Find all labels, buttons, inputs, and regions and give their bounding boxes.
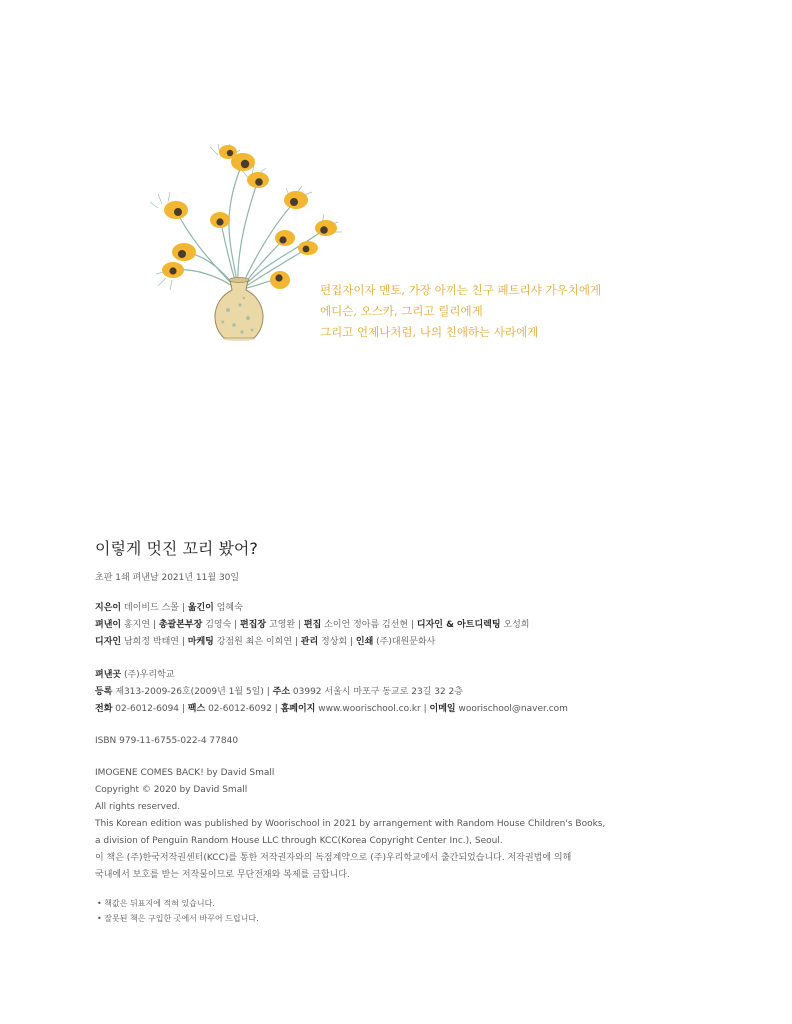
- colophon: [95, 570, 735, 926]
- credit-value: 홍지연: [123, 620, 151, 630]
- credits-row-3: 디자인 남희정 박태연 | 마케팅 강점원 최은 이희연 | 관리 정상회 | 인쇄 (주)대원문화사: [95, 637, 436, 647]
- credit-label: 디자인 & 아트디렉팅: [416, 620, 501, 630]
- phone-value: 02-6012-6094: [115, 704, 180, 714]
- company-label: 등록: [95, 687, 113, 697]
- credit-value: 정상회: [321, 637, 348, 647]
- credit-value: 김영숙: [205, 620, 232, 630]
- edition-date: 초판 1쇄 펴낸날 2021년 11월 30일: [95, 573, 240, 583]
- company-label: 주소: [272, 687, 291, 697]
- credit-label: 마케팅: [187, 637, 214, 647]
- contact-row: 전화 02-6012-6094 | 팩스 02-6012-6092 | 홈페이지 www.woorischool.co.kr | 이메일 woorischool@naver.com: [95, 704, 568, 714]
- credit-label: 옮긴이: [187, 603, 214, 613]
- credit-label: 총괄본부장: [158, 620, 203, 630]
- registration-row: 등록 제313-2009-26호(2009년 1월 5일) | 주소 03992 서울시 마포구 동교로 23길 32 2층: [95, 687, 463, 697]
- address-value: 03992 서울시 마포구 동교로 23길 32 2층: [292, 687, 463, 697]
- company-label: 전화: [95, 704, 113, 714]
- credit-value: 엄혜숙: [216, 603, 243, 613]
- credit-value: (주)대원문화사: [376, 637, 436, 647]
- homepage-link[interactable]: www.woorischool.co.kr: [318, 704, 421, 714]
- credit-label: 관리: [300, 637, 319, 647]
- book-title: 이렇게 멋진 꼬리 봤어?: [95, 539, 258, 558]
- credit-label: 편집: [303, 620, 322, 630]
- credit-value: 강점원 최은 이희연: [216, 637, 293, 647]
- credit-value: 고영완: [269, 620, 296, 630]
- credit-value: 남희정 박태연: [123, 637, 179, 647]
- dedication-line: 그리고 언제나처럼, 나의 친애하는 사라에게: [320, 325, 539, 339]
- rights-line: All rights reserved.: [95, 802, 181, 812]
- notes: [95, 896, 735, 926]
- dedication: [320, 280, 601, 343]
- credit-label: 펴낸이: [95, 620, 122, 630]
- dedication-line: 에디슨, 오스카, 그리고 릴리에게: [320, 304, 483, 318]
- rights-line: IMOGENE COMES BACK! by David Small: [95, 768, 275, 778]
- credits-row-2: 펴낸이 홍지연 | 총괄본부장 김영숙 | 편집장 고영완 | 편집 소이언 정아름 김선현 | 디자인 & 아트디렉팅 오성희: [95, 620, 530, 630]
- credit-label: 인쇄: [355, 637, 374, 647]
- credit-label: 편집장: [240, 620, 267, 630]
- note-item: • 잘못된 책은 구입한 곳에서 바꾸어 드립니다.: [97, 914, 259, 923]
- flower-petals: [162, 145, 337, 289]
- credits-row-1: 지은이 데이비드 스몰 | 옮긴이 엄혜숙: [95, 603, 243, 613]
- dedication-line: 편집자이자 멘토, 가장 아끼는 친구 페트리샤 가우치에게: [320, 283, 602, 297]
- vase-icon: [215, 278, 263, 342]
- company-label: 팩스: [187, 704, 206, 714]
- company-label: 이메일: [429, 704, 456, 714]
- credit-value: 데이비드 스몰: [123, 603, 179, 613]
- company-label: 홈페이지: [280, 704, 316, 714]
- rights-line: 국내에서 보호를 받는 저작물이므로 무단전재와 복제를 금합니다.: [95, 870, 350, 880]
- credit-value: 오성희: [503, 620, 530, 630]
- company-label: 펴낸곳: [95, 670, 122, 680]
- registration-value: 제313-2009-26호(2009년 1월 5일): [115, 687, 264, 697]
- rights-line: a division of Penguin Random House LLC through KCC(Korea Copyright Center Inc.), Seoul.: [95, 836, 503, 846]
- fax-value: 02-6012-6092: [208, 704, 272, 714]
- rights-line: This Korean edition was published by Woorischool in 2021 by arrangement with Random House Children's Books,: [95, 819, 606, 829]
- credit-value: 소이언 정아름 김선현: [324, 620, 409, 630]
- publisher-row: [95, 667, 735, 684]
- email-link[interactable]: woorischool@naver.com: [458, 704, 568, 714]
- company-name: (주)우리학교: [123, 670, 175, 680]
- rights-line: 이 책은 (주)한국저작권센터(KCC)를 통한 저작권자와의 독점계약으로 (주)우리학교에서 출간되었습니다. 저작권법에 의해: [95, 853, 572, 863]
- rights-line: Copyright © 2020 by David Small: [95, 785, 248, 795]
- credit-label: 디자인: [95, 637, 122, 647]
- note-item: • 책값은 뒤표지에 적혀 있습니다.: [97, 899, 215, 908]
- credit-label: 지은이: [95, 603, 122, 613]
- isbn: ISBN 979-11-6755-022-4 77840: [95, 736, 239, 746]
